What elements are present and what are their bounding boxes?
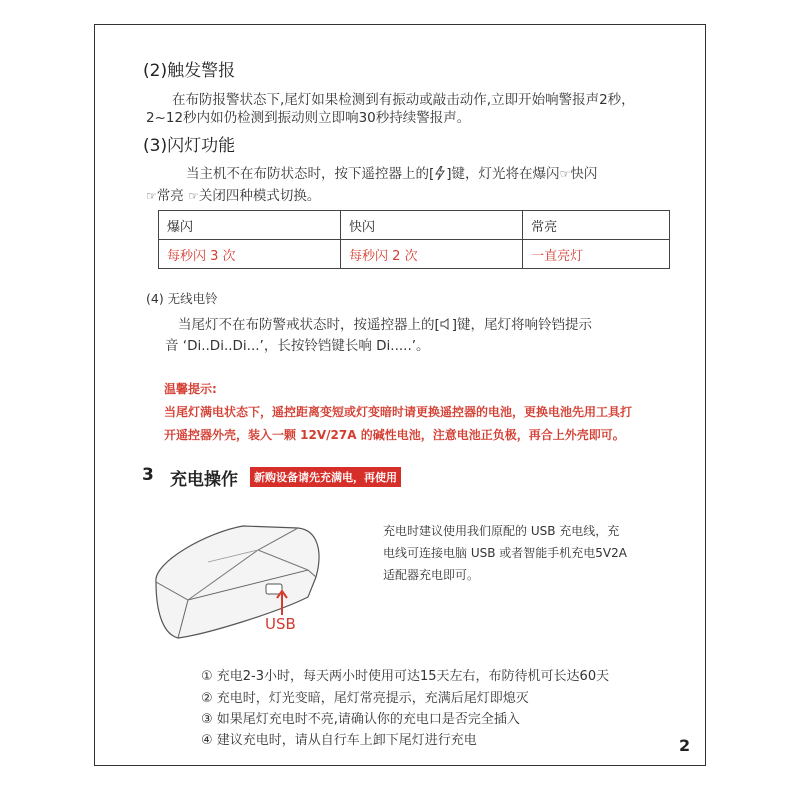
section-number: 3 xyxy=(142,465,154,485)
flash-mode-table xyxy=(158,210,670,269)
table-header-cell: 常亮 xyxy=(523,211,670,240)
flash-mode-steady: 常亮 xyxy=(156,188,184,204)
flash-text-line1-end: 快闪 xyxy=(570,166,598,182)
table-row xyxy=(159,240,670,269)
speaker-icon xyxy=(440,317,452,333)
flash-mode-off: 关闭四种模式切换。 xyxy=(198,188,321,204)
table-header-row xyxy=(159,211,670,240)
section-heading-flash: (3)闪灯功能 xyxy=(143,136,236,156)
doorbell-text-line1-suffix: ]键，尾灯将响铃铛提示 xyxy=(451,317,593,333)
section-heading-charging: 充电操作 xyxy=(170,470,238,490)
table-header-cell: 快闪 xyxy=(341,211,523,240)
flash-text-line1 xyxy=(186,162,597,182)
usb-label: USB xyxy=(265,615,296,633)
section-heading-trigger-alarm: (2)触发警报 xyxy=(143,61,236,81)
page-number: 2 xyxy=(679,736,691,755)
table-cell: 每秒闪 3 次 xyxy=(159,240,341,269)
tips-text-line1: 当尾灯满电状态下，遥控距离变短或灯变暗时请更换遥控器的电池，更换电池先用工具打 xyxy=(164,405,633,419)
doorbell-text-line2: 音 ‘Di..Di..Di...’，长按铃铛键长响 Di.....’。 xyxy=(165,338,430,354)
tips-text-line2: 开遥控器外壳，装入一颗 12V/27A 的碱性电池，注意电池正负极，再合上外壳即可。 xyxy=(164,428,625,442)
charge-first-badge: 新购设备请先充满电，再使用 xyxy=(250,467,401,487)
charging-desc-line1: 充电时建议使用我们原配的 USB 充电线，充 xyxy=(383,524,620,538)
flash-text-line1-prefix: 当主机不在布防状态时，按下遥控器上的[ xyxy=(186,166,435,182)
charging-desc-line3: 适配器充电即可。 xyxy=(383,568,480,582)
hand-pointer-icon: ☞ xyxy=(146,189,157,203)
list-item: ③ 如果尾灯充电时不亮,请确认你的充电口是否完全插入 xyxy=(201,712,520,727)
tail-light-illustration xyxy=(148,522,330,640)
list-item: ④ 建议充电时，请从自行车上卸下尾灯进行充电 xyxy=(201,733,477,748)
list-item: ① 充电2-3小时，每天两小时使用可达15天左右，布防待机可长达60天 xyxy=(201,669,610,684)
table-cell: 每秒闪 2 次 xyxy=(341,240,523,269)
doorbell-text-line1 xyxy=(178,313,592,333)
charging-desc-line2: 电线可连接电脑 USB 或者智能手机充电5V2A xyxy=(383,546,627,560)
section-heading-doorbell: (4) 无线电铃 xyxy=(146,291,218,306)
doorbell-text-line1-prefix: 当尾灯不在布防警戒状态时，按遥控器上的[ xyxy=(178,317,440,333)
hand-pointer-icon: ☞ xyxy=(559,167,571,181)
list-item: ② 充电时，灯光变暗，尾灯常亮提示，充满后尾灯即熄灭 xyxy=(201,691,529,706)
flash-text-line2 xyxy=(146,184,320,204)
hand-pointer-icon: ☞ xyxy=(188,189,199,203)
lightning-icon xyxy=(434,166,446,182)
flash-text-line1-suffix: ]键，灯光将在爆闪 xyxy=(446,166,560,182)
tips-title: 温馨提示: xyxy=(164,382,217,396)
trigger-alarm-text-line2: 2~12秒内如仍检测到振动则立即响30秒持续警报声。 xyxy=(146,110,471,126)
table-cell: 一直亮灯 xyxy=(523,240,670,269)
table-header-cell: 爆闪 xyxy=(159,211,341,240)
trigger-alarm-text-line1: 在布防报警状态下,尾灯如果检测到有振动或敲击动作,立即开始响警报声2秒， xyxy=(172,92,635,108)
